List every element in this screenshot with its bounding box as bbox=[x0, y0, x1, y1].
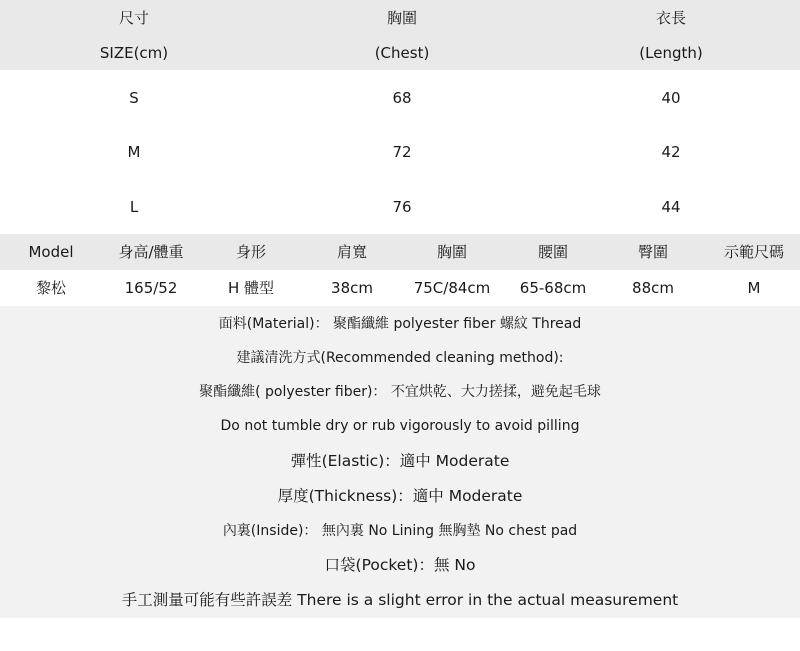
model-body-shape: H 體型 bbox=[227, 279, 275, 297]
chest-value: 76 bbox=[392, 198, 412, 216]
model-table-header bbox=[0, 234, 800, 270]
elastic-line: 彈性(Elastic)：適中 Moderate bbox=[290, 452, 510, 470]
size-table-header bbox=[0, 0, 800, 70]
model-name: 黎松 bbox=[35, 279, 67, 297]
model-waist: 65-68cm bbox=[519, 279, 587, 297]
measurement-note-line: 手工測量可能有些許誤差 There is a slight error in the actual measurement bbox=[121, 591, 679, 609]
size-row-m bbox=[0, 124, 800, 178]
chest-value: 72 bbox=[392, 143, 412, 161]
model-row bbox=[0, 270, 800, 306]
chest-value: 68 bbox=[392, 89, 412, 107]
model-header-size: 示範尺碼 bbox=[723, 243, 785, 261]
model-header-model: Model bbox=[28, 243, 74, 261]
header-length-en: (Length) bbox=[639, 44, 703, 62]
inside-lining-line: 內裏(Inside)： 無內裏 No Lining 無胸墊 No chest pad bbox=[222, 523, 578, 539]
model-header-body-shape: 身形 bbox=[235, 243, 267, 261]
length-value: 40 bbox=[661, 89, 681, 107]
cleaning-detail-line: 聚酯纖維( polyester fiber)： 不宜烘乾、大力搓揉，避免起毛球 bbox=[199, 384, 601, 400]
cleaning-method-line: 建議清洗方式(Recommended cleaning method): bbox=[236, 350, 564, 366]
cleaning-detail-en-line: Do not tumble dry or rub vigorously to avoid pilling bbox=[220, 418, 580, 434]
length-value: 44 bbox=[661, 198, 681, 216]
model-height-weight: 165/52 bbox=[124, 279, 178, 297]
material-line: 面料(Material)： 聚酯纖維 polyester fiber 螺紋 Thread bbox=[218, 316, 582, 332]
size-row-l bbox=[0, 178, 800, 234]
header-size-en: SIZE(cm) bbox=[99, 44, 169, 62]
model-header-chest: 胸圍 bbox=[436, 243, 468, 261]
model-header-height-weight: 身高/體重 bbox=[118, 243, 184, 261]
thickness-line: 厚度(Thickness)：適中 Moderate bbox=[277, 487, 523, 505]
model-header-waist: 腰圍 bbox=[537, 243, 569, 261]
header-chest-zh: 胸圍 bbox=[386, 9, 418, 27]
header-length-zh: 衣長 bbox=[655, 9, 687, 27]
size-label: S bbox=[129, 89, 139, 107]
header-chest-en: (Chest) bbox=[374, 44, 430, 62]
model-header-hip: 臀圍 bbox=[637, 243, 669, 261]
length-value: 42 bbox=[661, 143, 681, 161]
product-info-panel bbox=[0, 306, 800, 618]
pocket-line: 口袋(Pocket)：無 No bbox=[324, 556, 476, 574]
size-label: M bbox=[127, 143, 141, 161]
model-sample-size: M bbox=[747, 279, 761, 297]
size-label: L bbox=[129, 198, 139, 216]
model-chest: 75C/84cm bbox=[413, 279, 491, 297]
header-size-zh: 尺寸 bbox=[118, 9, 150, 27]
model-shoulder: 38cm bbox=[331, 279, 373, 297]
model-hip: 88cm bbox=[632, 279, 674, 297]
size-row-s bbox=[0, 70, 800, 124]
model-header-shoulder: 肩寬 bbox=[336, 243, 368, 261]
